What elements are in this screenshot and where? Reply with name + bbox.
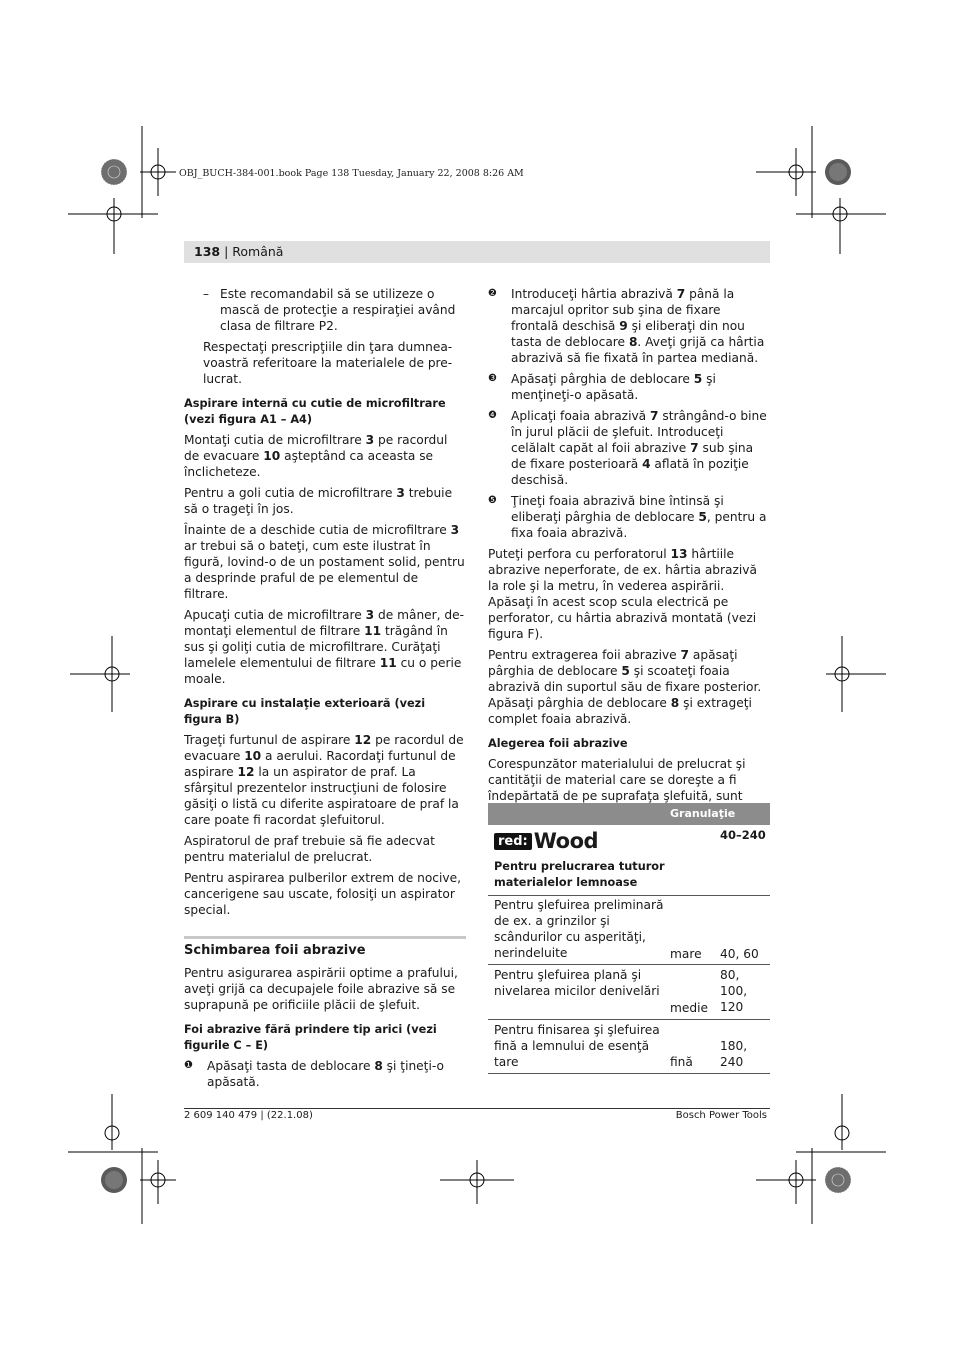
paragraph-mount: Montaţi cutia de microfiltrare 3 pe racordul de evacuare 10 aşteptând ca aceasta se înclicheteze. (184, 433, 448, 479)
step-4-text: Aplicaţi foaia abrazivă 7 strângând-o bine în jurul plăcii de şlefuit. Introduceţi celălalt capăt al foii abrazive 7 sub şina de fixare posterioară 4 aflată în poziţie deschisă. (511, 409, 767, 487)
part-number: 5 (621, 664, 630, 678)
table-divider (488, 1019, 770, 1020)
paragraph-vacuum: Aspiratorul de praf trebuie să fie adecvat pentru materialul de prelucrat. (184, 834, 435, 864)
color-target-icon (101, 159, 127, 185)
part-number: 8 (670, 696, 680, 710)
part-number: 5 (698, 510, 707, 524)
step-4-marker: ❹ (488, 410, 497, 421)
part-number: 13 (670, 547, 688, 561)
print-info-line: OBJ_BUCH-384-001.book Page 138 Tuesday, January 22, 2008 8:26 AM (179, 168, 524, 179)
part-number: 3 (365, 608, 375, 622)
part-number: 9 (619, 319, 628, 333)
part-number: 7 (676, 287, 686, 301)
part-number: 5 (693, 372, 703, 386)
dash-list-item (203, 286, 466, 334)
step-5-text: Ţineţi foaia abrazivă bine întinsă şi eliberaţi pârghia de deblocare 5, pentru a fixa foaia abrazivă. (511, 494, 767, 540)
heading-internal-extraction: Aspirare internă cu cutie de microfiltrare (vezi figura A1 – A4) (184, 397, 446, 426)
part-number: 10 (244, 749, 262, 763)
page-header (194, 244, 283, 259)
table-row-2-grit: 80, 100, 120 (720, 968, 748, 1014)
step-5 (488, 493, 770, 541)
footer-rule (184, 1108, 770, 1109)
step-3-text: Apăsaţi pârghia de deblocare 5 şi menţineţi-o apăsată. (511, 372, 716, 402)
color-target-icon (101, 1167, 127, 1193)
paragraph-choice: Corespunzător materialului de prelucrat şi cantităţii de material care se doreşte a fi îndepărtată de pe suprafaţa şlefuită, sunt (488, 757, 746, 803)
color-target-icon (825, 159, 851, 185)
table-row-2-desc: Pentru şlefuirea plană şi nivelarea micilor denivelări (494, 968, 660, 998)
part-number: 10 (263, 449, 281, 463)
table-row-3-grit: 180, 240 (720, 1039, 748, 1069)
logo-description: Pentru prelucrarea tuturor materialelor lemnoase (494, 860, 665, 889)
section-title: Schimbarea foii abrazive (184, 936, 466, 959)
logo-red: red: (494, 833, 532, 850)
table-row-1-grit: 40, 60 (720, 947, 759, 961)
part-number: 12 (237, 765, 255, 779)
part-number: 7 (690, 441, 699, 455)
paragraph-empty: Pentru a goli cutia de microfiltrare 3 trebuie să o trageţi în jos. (184, 486, 453, 516)
part-number: 7 (680, 648, 690, 662)
table-row-2-grade: medie (670, 1001, 708, 1015)
dash-marker: – (203, 287, 209, 301)
table-row-3-grade: fină (670, 1055, 693, 1069)
step-2-text: Introduceţi hârtia abrazivă 7 până la marcajul opritor sub şina de fixare frontală deschisă 9 şi eliberaţi din nou tasta de deblocare 8. Aveţi grijă ca hârtia abrazivă să fie fixată în partea mediană. (511, 287, 765, 365)
part-number: 7 (650, 409, 659, 423)
part-number: 12 (354, 733, 372, 747)
table-row-3-desc: Pentru finisarea şi şlefuirea fină a lemnului de esenţă tare (494, 1023, 660, 1069)
paragraph-hose: Trageţi furtunul de aspirare 12 pe racordul de evacuare 10 a aerului. Racordaţi furtunul de aspirare 12 la un aspirator de praf. La sfârşitul prezentelor instrucţiuni de folosire găsiţi o listă cu diferite aspiratoare de praf la care poate fi racordat şlefuitorul. (184, 733, 464, 827)
page-number: 138 (194, 244, 221, 259)
paragraph-before-open: Înainte de a deschide cutia de microfiltrare 3 ar trebui să o bateţi, cum este ilustrat în figură, lovind-o de un postament solid, pentru a desprinde praful de pe elementul de filtrare. (184, 523, 465, 601)
table-row-1-desc: Pentru şlefuirea preliminară de ex. a grinzilor şi scândurilor cu asperităţi, nerindeluite (494, 898, 664, 960)
part-number: 3 (365, 433, 375, 447)
table-divider (488, 895, 770, 896)
part-number: 3 (396, 486, 405, 500)
step-2-marker: ❷ (488, 288, 497, 299)
heading-sheets: Foi abrazive fără prindere tip arici (vezi figurile C – E) (184, 1023, 437, 1052)
step-3 (488, 371, 770, 403)
header-separator: | (220, 244, 233, 259)
paragraph-ensure: Pentru asigurarea aspirării optime a prafului, aveţi grijă ca decupajele foile abrazive să se suprapună pe orificiile plăcii de şlefuit. (184, 966, 458, 1012)
color-target-icon (825, 1167, 851, 1193)
paragraph-perforator: Puteţi perfora cu perforatorul 13 hârtiile abrazive neperforate, de ex. hârtia abrazivă la role şi la metru, în vederea aspirării. Apăsaţi în acest scop scula electrică pe perforator, cu hârtia abrazivă montată (vezi figura F). (488, 547, 757, 641)
right-column (488, 286, 770, 825)
part-number: 11 (379, 656, 397, 670)
red-wood-logo (494, 830, 598, 852)
step-1 (184, 1058, 466, 1090)
dash-item-text: Este recomandabil să se utilizeze o mască de protecţie a respiraţiei având clasa de filtrare P2. (220, 287, 456, 333)
heading-choice: Alegerea foii abrazive (488, 737, 628, 750)
left-column (184, 286, 466, 1095)
respect-note: Respectaţi prescripţiile din ţara dumnea-voastră referitoare la materialele de pre-lucrat. (203, 340, 453, 386)
step-4 (488, 408, 770, 488)
footer-doc-code: 2 609 140 479 | (22.1.08) (184, 1110, 313, 1121)
part-number: 8 (628, 335, 638, 349)
part-number: 8 (374, 1059, 383, 1073)
table-header (488, 803, 770, 825)
header-language: Română (232, 244, 284, 259)
paragraph-grab: Apucaţi cutia de microfiltrare 3 de mâner, de-montaţi elementul de filtrare 11 trăgând în sus şi goliţi cutia de microfiltrare. Curăţaţi lamelele elementului de filtrare 11 cu o perie moale. (184, 608, 465, 686)
logo-grit-range: 40–240 (720, 828, 766, 842)
step-2 (488, 286, 770, 366)
footer-brand: Bosch Power Tools (675, 1110, 767, 1121)
table-header-grit: Granulaţie (670, 807, 736, 820)
table-divider (488, 964, 770, 965)
part-number: 3 (450, 523, 460, 537)
heading-external-extraction: Aspirare cu instalaţie exterioară (vezi figura B) (184, 697, 426, 726)
paragraph-special: Pentru aspirarea pulberilor extrem de nocive, cancerigene sau uscate, folosiţi un aspirator special. (184, 871, 461, 917)
table-row-1-grade: mare (670, 947, 702, 961)
step-1-text: Apăsaţi tasta de deblocare 8 şi ţineţi-o apăsată. (207, 1059, 444, 1089)
paragraph-extract: Pentru extragerea foii abrazive 7 apăsaţi pârghia de deblocare 5 şi scoateţi foaia abrazivă din suportul său de fixare posterior. Apăsaţi pârghia de deblocare 8 şi extrageţi complet foaia abrazivă. (488, 648, 762, 726)
step-5-marker: ❺ (488, 495, 497, 506)
step-1-marker: ❶ (184, 1060, 193, 1071)
part-number: 11 (364, 624, 382, 638)
logo-wood: Wood (533, 829, 599, 853)
table-divider (488, 1073, 770, 1074)
step-3-marker: ❸ (488, 373, 497, 384)
part-number: 4 (642, 457, 651, 471)
